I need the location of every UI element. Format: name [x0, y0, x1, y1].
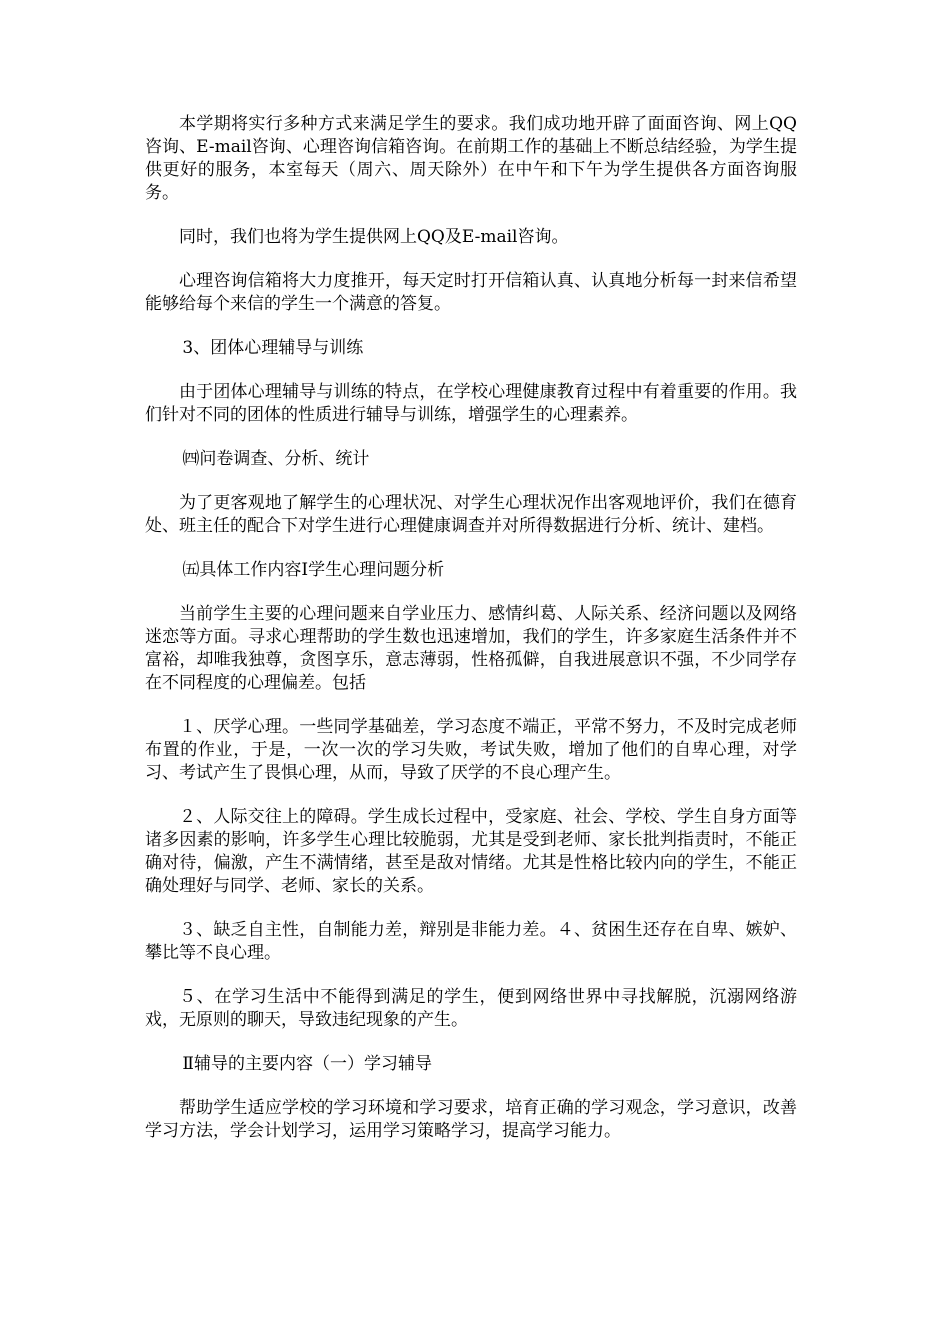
list-item: １、厌学心理。一些同学基础差，学习态度不端正，平常不努力，不及时完成老师布置的作业，于是，一次一次的学习失败，考试失败，增加了他们的自卑心理，对学习、考试产生了畏惧心理，从而，导致了厌学的不良心理产生。 [145, 717, 797, 783]
paragraph: 本学期将实行多种方式来满足学生的要求。我们成功地开辟了面面咨询、网上QQ咨询、E-mail咨询、心理咨询信箱咨询。在前期工作的基础上不断总结经验，为学生提供更好的服务，本室每天（周六、周天除外）在中午和下午为学生提供各方面咨询服务。 [145, 114, 797, 203]
section-heading: 3、团体心理辅导与训练 [182, 338, 364, 358]
paragraph: 为了更客观地了解学生的心理状况、对学生心理状况作出客观地评价，我们在德育处、班主任的配合下对学生进行心理健康调查并对所得数据进行分析、统计、建档。 [145, 493, 797, 536]
list-item: ５、在学习生活中不能得到满足的学生，便到网络世界中寻找解脱，沉溺网络游戏，无原则的聊天，导致违纪现象的产生。 [145, 987, 797, 1030]
paragraph: 帮助学生适应学校的学习环境和学习要求，培育正确的学习观念，学习意识，改善学习方法，学会计划学习，运用学习策略学习，提高学习能力。 [145, 1098, 797, 1141]
paragraph: 同时，我们也将为学生提供网上QQ及E-mail咨询。 [179, 227, 569, 247]
section-heading: ㈤具体工作内容Ⅰ学生心理问题分析 [182, 560, 445, 580]
document-body [145, 113, 797, 1164]
list-item: ２、人际交往上的障碍。学生成长过程中，受家庭、社会、学校、学生自身方面等诸多因素的影响，许多学生心理比较脆弱，尤其是受到老师、家长批判指责时，不能正确对待，偏激，产生不满情绪，甚至是敌对情绪。尤其是性格比较内向的学生，不能正确处理好与同学、老师、家长的关系。 [145, 807, 797, 896]
list-item: ３、缺乏自主性，自制能力差，辩别是非能力差。４、贫困生还存在自卑、嫉妒、攀比等不良心理。 [145, 920, 797, 963]
section-heading: Ⅱ辅导的主要内容（一）学习辅导 [182, 1054, 432, 1074]
paragraph: 由于团体心理辅导与训练的特点，在学校心理健康教育过程中有着重要的作用。我们针对不同的团体的性质进行辅导与训练，增强学生的心理素养。 [145, 382, 797, 425]
paragraph: 心理咨询信箱将大力度推开，每天定时打开信箱认真、认真地分析每一封来信希望能够给每个来信的学生一个满意的答复。 [145, 271, 797, 314]
paragraph: 当前学生主要的心理问题来自学业压力、感情纠葛、人际关系、经济问题以及网络迷恋等方面。寻求心理帮助的学生数也迅速增加，我们的学生，许多家庭生活条件并不富裕，却唯我独尊，贪图享乐，意志薄弱，性格孤僻，自我进展意识不强，不少同学存在不同程度的心理偏差。包括 [145, 604, 797, 693]
section-heading: ㈣问卷调查、分析、统计 [182, 449, 370, 469]
